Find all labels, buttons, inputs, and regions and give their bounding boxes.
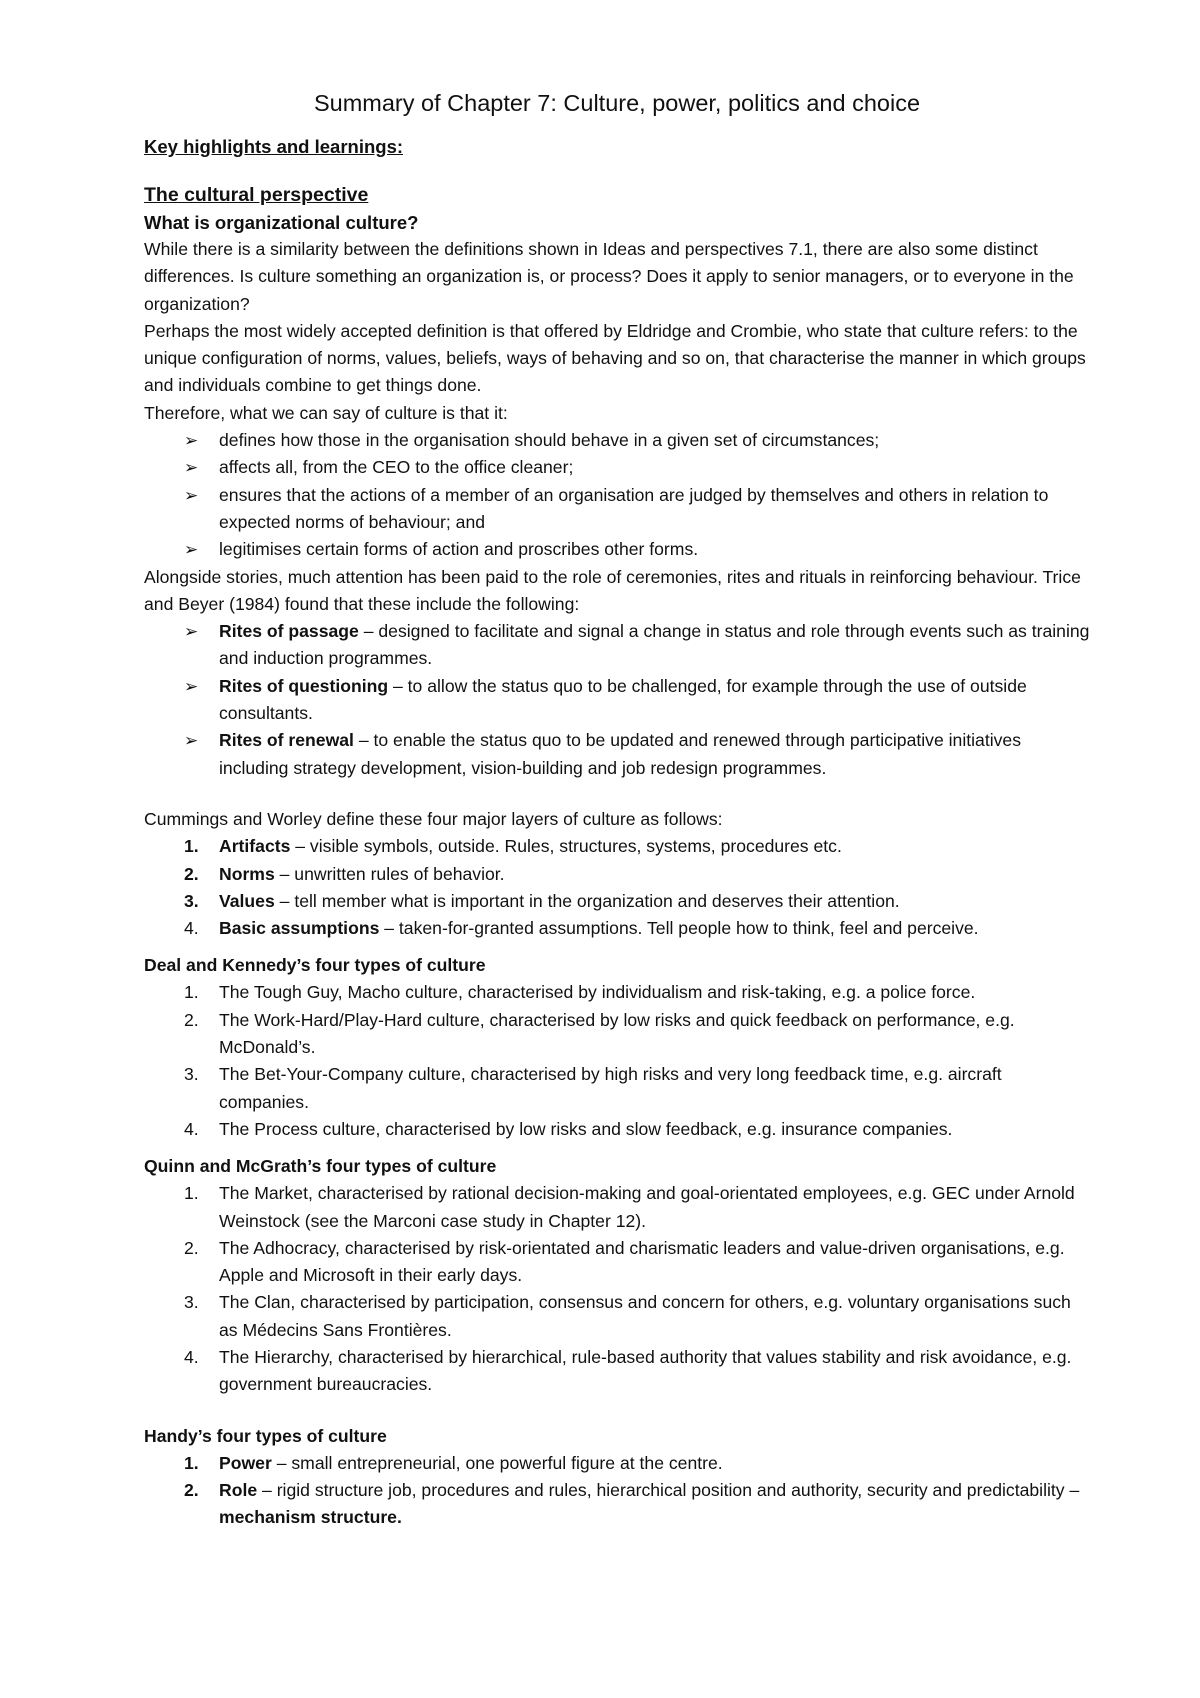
- list-item: ➢ ensures that the actions of a member of an organisation are judged by themselves and others in relation to expected norms of behaviour; and: [144, 482, 1090, 537]
- culture-layers-list: [144, 833, 1090, 942]
- paragraph-eldridge-crombie: Perhaps the most widely accepted definition is that offered by Eldridge and Crombie, who state that culture refers: to the unique configuration of norms, values, beliefs, ways of behaving and so on, that characterise the manner in which groups and individuals combine to get things done.: [144, 320, 1086, 396]
- arrow-bullet-icon: ➢: [184, 431, 199, 451]
- list-item: 4. Basic assumptions – taken-for-granted assumptions. Tell people how to think, feel and perceive.: [184, 918, 979, 939]
- arrow-bullet-icon: ➢: [184, 485, 199, 505]
- spacer: [144, 1399, 1090, 1423]
- spacer: [144, 782, 1090, 806]
- list-item: ➢ Rites of questioning – to allow the status quo to be challenged, for example through the use of outside consultants.: [144, 673, 1090, 728]
- cultural-perspective-heading: The cultural perspective: [144, 184, 369, 206]
- list-item: 1. The Market, characterised by rational decision-making and goal-orientated employees, e.g. GEC under Arnold Weinstock (see the Marconi case study in Chapter 12).: [184, 1183, 1075, 1231]
- quinn-mcgrath-list: [144, 1180, 1090, 1398]
- list-item: ➢ legitimises certain forms of action and proscribes other forms.: [144, 536, 1090, 563]
- culture-bullet-list: [144, 427, 1090, 563]
- list-item: ➢ affects all, from the CEO to the office cleaner;: [144, 454, 1090, 481]
- handy-heading: Handy’s four types of culture: [144, 1425, 387, 1446]
- quinn-mcgrath-heading: Quinn and McGrath’s four types of culture: [144, 1156, 497, 1177]
- paragraph-definitions: While there is a similarity between the definitions shown in Ideas and perspectives 7.1, there are also some distinct differences. Is culture something an organization is, or process? Does it apply to senior managers, or to everyone in the organization?: [144, 239, 1074, 314]
- list-item: ➢ Rites of renewal – to enable the status quo to be updated and renewed through participative initiatives including strategy development, vision-building and job redesign programmes.: [144, 727, 1090, 782]
- list-item: 4. The Hierarchy, characterised by hierarchical, rule-based authority that values stability and risk avoidance, e.g. government bureaucracies.: [184, 1346, 1072, 1395]
- spacer: [144, 942, 1090, 952]
- list-item: 4. The Process culture, characterised by low risks and slow feedback, e.g. insurance companies.: [184, 1118, 953, 1139]
- page-title: Summary of Chapter 7: Culture, power, politics and choice: [313, 90, 921, 116]
- arrow-bullet-icon: ➢: [184, 676, 199, 696]
- handy-list: [144, 1450, 1090, 1532]
- list-item: 2. Norms – unwritten rules of behavior.: [184, 863, 505, 884]
- arrow-bullet-icon: ➢: [184, 622, 199, 642]
- spacer: [144, 1143, 1090, 1153]
- rites-list: [144, 618, 1090, 782]
- list-item: 3. The Bet-Your-Company culture, characterised by high risks and very long feedback time, e.g. aircraft companies.: [184, 1064, 1002, 1112]
- list-item: ➢ defines how those in the organisation should behave in a given set of circumstances;: [144, 427, 1090, 454]
- list-item: 1. Power – small entrepreneurial, one powerful figure at the centre.: [184, 1452, 723, 1473]
- list-item: 2. Role – rigid structure job, procedures and rules, hierarchical position and authority, security and predictability – mechanism structure.: [184, 1479, 1080, 1528]
- list-item: 2. The Adhocracy, characterised by risk-orientated and charismatic leaders and value-driven organisations, e.g. Apple and Microsoft in their early days.: [184, 1237, 1065, 1286]
- list-item: 2. The Work-Hard/Play-Hard culture, characterised by low risks and quick feedback on performance, e.g. McDonald’s.: [184, 1009, 1015, 1058]
- list-item: 1. The Tough Guy, Macho culture, characterised by individualism and risk-taking, e.g. a police force.: [184, 982, 976, 1003]
- list-item: ➢ Rites of passage – designed to facilitate and signal a change in status and role through events such as training and induction programmes.: [144, 618, 1090, 673]
- arrow-bullet-icon: ➢: [184, 540, 199, 560]
- paragraph-ceremonies: Alongside stories, much attention has been paid to the role of ceremonies, rites and rituals in reinforcing behaviour. Trice and Beyer (1984) found that these include the following:: [144, 566, 1081, 614]
- organizational-culture-question: What is organizational culture?: [144, 212, 419, 233]
- arrow-bullet-icon: ➢: [184, 731, 199, 751]
- list-item: 1. Artifacts – visible symbols, outside. Rules, structures, systems, procedures etc.: [184, 836, 842, 857]
- paragraph-cummings-worley: Cummings and Worley define these four major layers of culture as follows:: [144, 808, 723, 829]
- list-item: 3. Values – tell member what is important in the organization and deserves their attention.: [184, 890, 900, 911]
- deal-kennedy-list: [144, 979, 1090, 1143]
- paragraph-therefore: Therefore, what we can say of culture is that it:: [144, 402, 508, 423]
- key-highlights-heading: Key highlights and learnings:: [144, 136, 404, 157]
- deal-kennedy-heading: Deal and Kennedy’s four types of culture: [144, 955, 486, 976]
- arrow-bullet-icon: ➢: [184, 458, 199, 478]
- list-item: 3. The Clan, characterised by participation, consensus and concern for others, e.g. voluntary organisations such as Médecins Sans Frontières.: [184, 1292, 1071, 1340]
